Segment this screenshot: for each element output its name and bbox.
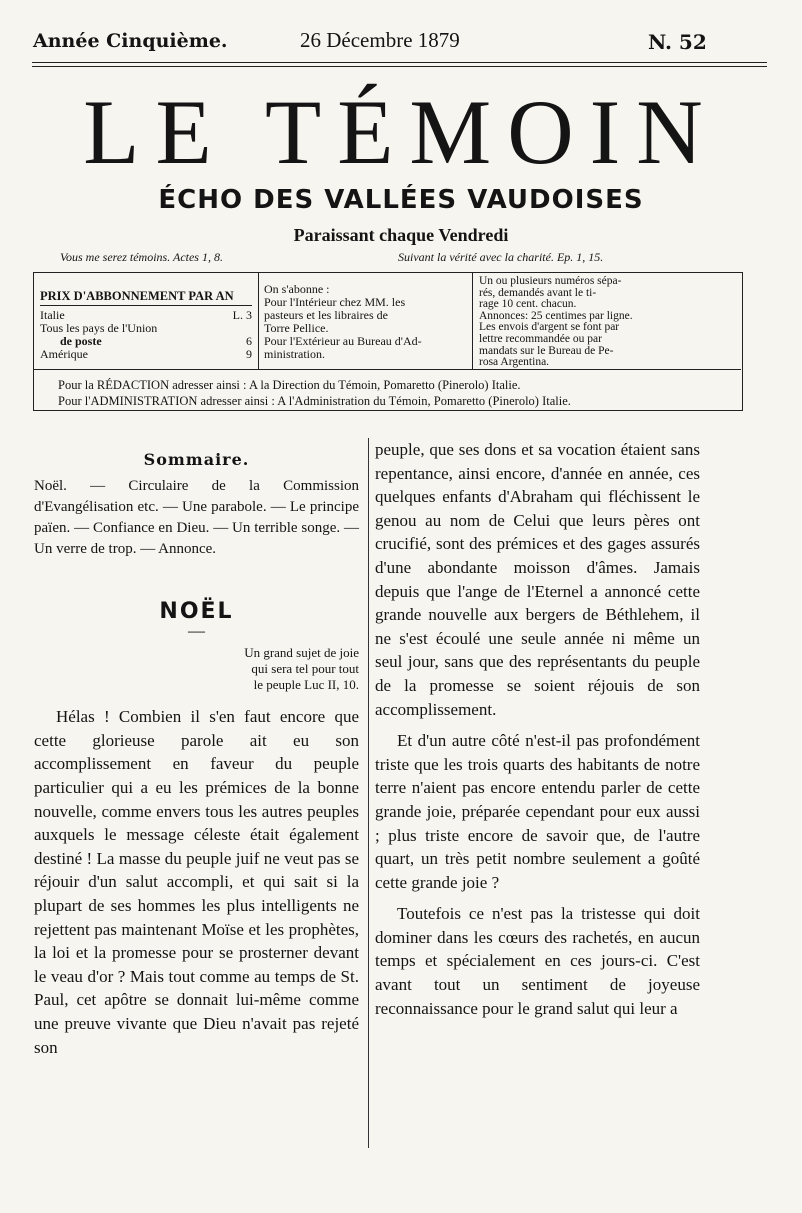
article-paragraph: Toutefois ce n'est pas la tristesse qui doit dominer dans les cœurs des rachetés, en aucun temps et spécialement en ces jours-ci. C'est avant tout un sentiment de joyeuse reconnaissance pour le grand salut qui leur a bbox=[375, 904, 700, 1018]
epigraph: Un grand sujet de joie qui sera tel pour tout le peuple Luc II, 10. bbox=[244, 645, 359, 693]
newspaper-title: LE TÉMOIN bbox=[83, 81, 719, 183]
administration-address: Pour l'ADMINISTRATION adresser ainsi : A l'Administration du Témoin, Pomaretto (Pinerolo) Italie. bbox=[58, 394, 571, 408]
article-title: NOËL bbox=[159, 598, 234, 624]
sommaire-heading: Sommaire. bbox=[143, 450, 250, 469]
subscription-prices bbox=[40, 290, 252, 361]
issue-number: N. 52 bbox=[648, 30, 707, 54]
price-row: Italie L. 3 bbox=[40, 308, 252, 322]
price-row: Amérique 9 bbox=[40, 347, 252, 361]
right-column bbox=[375, 438, 700, 1028]
subscription-where: On s'abonne : Pour l'Intérieur chez MM. les pasteurs et les libraires de Torre Pellice. Pour l'Extérieur au Bureau d'Ad- ministration. bbox=[264, 282, 422, 361]
price-row: Tous les pays de l'Union bbox=[40, 321, 158, 335]
newspaper-subtitle: ÉCHO DES VALLÉES VAUDOISES bbox=[158, 185, 644, 215]
address-lines bbox=[58, 377, 740, 409]
article-paragraph: Et d'un autre côté n'est-il pas profondément triste que les trois quarts des habitants de notre terre n'aient pas encore entendu parler de cette grande joie, préparée cependant pour eux aussi ; plus triste encore de savoir que, de l'autre quart, un très petit nombre seulement a goûté cette grande joie ? bbox=[375, 731, 700, 892]
subscription-notes: Un ou plusieurs numéros sépa- rés, demandés avant le ti- rage 10 cent. chacun. Annonces: 25 centimes par ligne. Les envois d'argent se font par lettre recommandée ou par mandats sur le Bureau de Pe- rosa Argentina. bbox=[479, 275, 633, 369]
publication-frequency: Paraissant chaque Vendredi bbox=[293, 225, 509, 245]
verse-right: Suivant la vérité avec la charité. Ep. 1, 15. bbox=[398, 250, 604, 264]
column-divider bbox=[368, 438, 369, 1148]
article-paragraph: peuple, que ses dons et sa vocation étaient sans repentance, ainsi encore, d'année en année, ces quelques enfants d'Abraham qui fléchissent le genou au nom de Celui que leurs pères ont crucifié, sont des prémices et des gages assurés d'une abondante moisson d'âmes. Jamais depuis que l'ange de l'Eternel a annoncé cette grande nouvelle aux bergers de Béthlehem, il ne s'est écoulé une seule année ni même un seul jour, sans que des représentants du peuple de la promesse se soient réjouis de son accomplissement. bbox=[375, 440, 700, 719]
article-paragraph: Hélas ! Combien il s'en faut encore que cette glorieuse parole ait eu son accomplissement en faveur du peuple particulier qui a eu les prémices de la bonne nouvelle, comme envers tous les autres peuples auxquels le message céleste était également destiné ! La masse du peuple juif ne veut pas se réjouir d'un salut accompli, et qui sait si la plupart de ses hommes les plus intelligents ne rejettent pas maintenant Moïse et les prophètes, la loi et la promesse pour se prosterner devant le veau d'or ? Mais tout comme au temps de St. Paul, cet apôtre se donnait lui-même comme une preuve vivante que Dieu n'avait pas rejeté son bbox=[34, 707, 359, 1057]
divider bbox=[258, 272, 259, 369]
volume-label: Année Cinquième. bbox=[33, 30, 228, 52]
divider bbox=[33, 369, 741, 370]
divider bbox=[32, 62, 767, 63]
left-column bbox=[34, 448, 359, 1067]
issue-date: 26 Décembre 1879 bbox=[300, 28, 460, 52]
title-dash: — bbox=[188, 621, 205, 641]
price-row: de poste 6 bbox=[60, 334, 252, 348]
prices-title: PRIX D'ABBONNEMENT PAR AN bbox=[40, 290, 252, 306]
verse-left: Vous me serez témoins. Actes 1, 8. bbox=[60, 250, 223, 264]
divider bbox=[32, 66, 767, 67]
sommaire-text: Noël. — Circulaire de la Commission d'Evangélisation etc. — Une parabole. — Le principe païen. — Confiance en Dieu. — Un terrible songe. — Un verre de trop. — Annonce. bbox=[34, 477, 359, 557]
redaction-address: Pour la RÉDACTION adresser ainsi : A la Direction du Témoin, Pomaretto (Pinerolo) Italie. bbox=[58, 378, 521, 392]
divider bbox=[472, 272, 473, 369]
